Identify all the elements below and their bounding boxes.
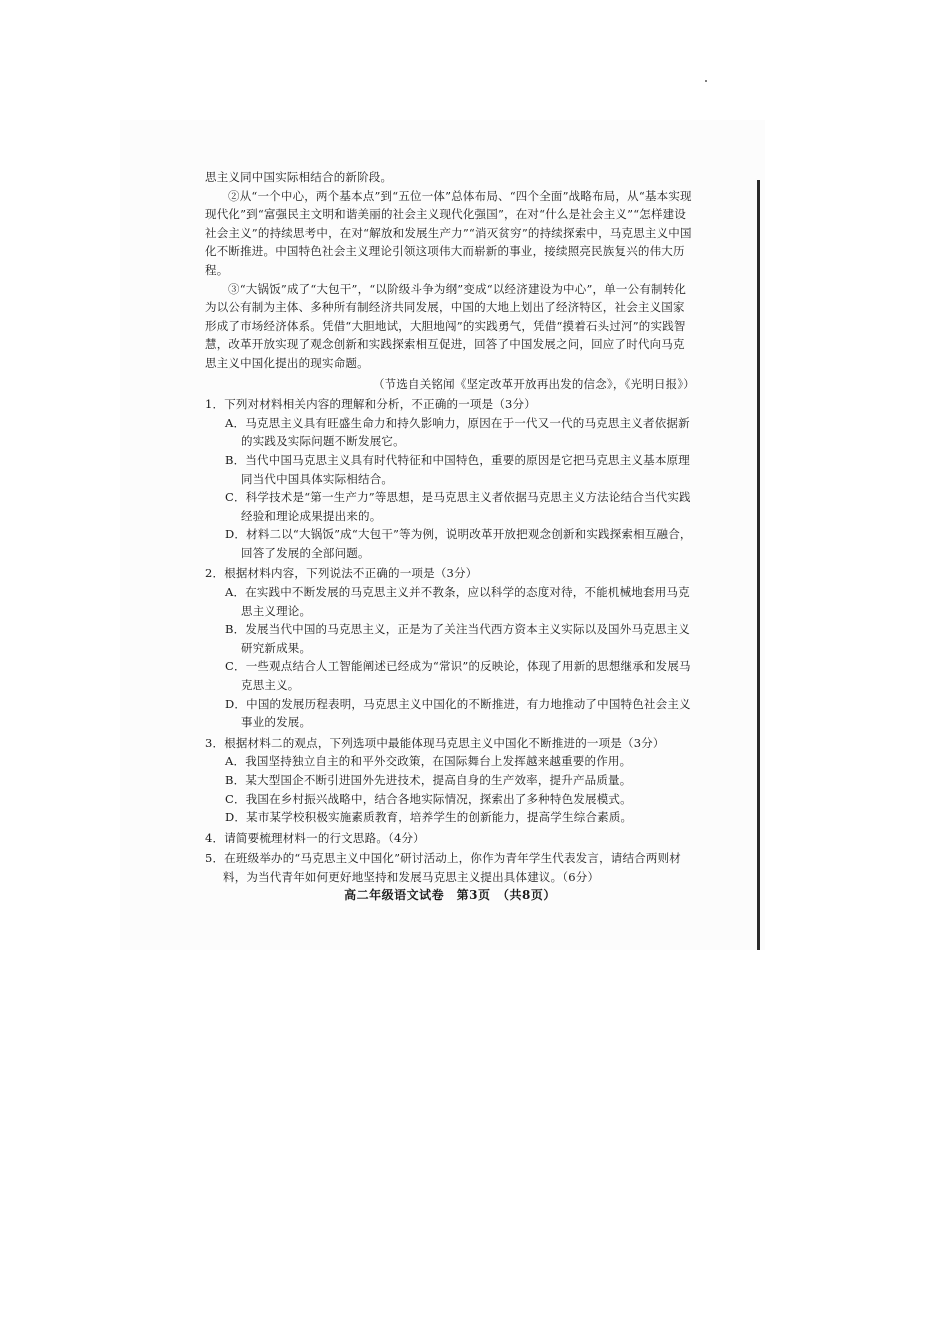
option-b: B．当代中国马克思主义具有时代特征和中国特色，重要的原因是它把马克思主义基本原理同当代中国具体实际相结合。 (225, 452, 690, 486)
question-3 (205, 734, 695, 827)
option-c: C．一些观点结合人工智能阐述已经成为“常识”的反映论，体现了用新的思想继承和发展马克思主义。 (225, 659, 691, 693)
question-stem: 5．在班级举办的“马克思主义中国化”研讨活动上，你作为青年学生代表发言，请结合两则材料，为当代青年如何更好地坚持和发展马克思主义提出具体建议。（6分） (205, 851, 681, 884)
option-a: A．马克思主义具有旺盛生命力和持久影响力，原因在于一代又一代的马克思主义者依据新的实践及实际问题不断发展它。 (225, 415, 690, 449)
scan-speck (705, 80, 707, 82)
option-d: D．某市某学校积极实施素质教育，培养学生的创新能力，提高学生综合素质。 (225, 810, 633, 825)
question-stem: 3．根据材料二的观点，下列选项中最能体现马克思主义中国化不断推进的一项是（3分） (205, 735, 665, 750)
option-d: D．中国的发展历程表明，马克思主义中国化的不断推进，有力地推动了中国特色社会主义事业的发展。 (225, 696, 691, 730)
passage-paragraph: 思主义同中国实际相结合的新阶段。 (205, 170, 393, 184)
option-d: D．材料二以“大锅饭”成“大包干”等为例，说明改革开放把观念创新和实践探索相互融合，回答了发展的全部问题。 (225, 527, 692, 560)
question-5 (205, 849, 695, 886)
question-4 (205, 829, 695, 848)
question-stem: 1．下列对材料相关内容的理解和分析，不正确的一项是（3分） (205, 397, 536, 412)
option-c: C．科学技术是“第一生产力”等思想，是马克思主义者依据马克思主义方法论结合当代实践经验和理论成果提出来的。 (225, 490, 691, 523)
option-b: B．发展当代中国的马克思主义，正是为了关注当代西方资本主义实际以及国外马克思主义研究新成果。 (225, 622, 690, 655)
option-c: C．我国在乡村振兴战略中，结合各地实际情况，探索出了多种特色发展模式。 (225, 791, 632, 806)
passage-paragraph: ③“大锅饭”成了“大包干”，“以阶级斗争为纲”变成“以经济建设为中心”，单一公有制转化为以公有制为主体、多种所有制经济共同发展，中国的大地上划出了经济特区，社会主义国家形成了市场经济体系。凭借“大胆地试，大胆地闯”的实践勇气，凭借“摸着石头过河”的实践智慧，改革开放实现了观念创新和实践探索相互促进，回答了中国发展之问，回应了时代向马克思主义中国化提出的现实命题。 (205, 281, 687, 370)
page-footer: 高二年级语文试卷 第3页 （共8页） (344, 888, 556, 902)
question-1 (205, 395, 695, 562)
question-stem: 2．根据材料内容，下列说法不正确的一项是（3分） (205, 566, 478, 581)
option-a: A．在实践中不断发展的马克思主义并不教条，应以科学的态度对待，不能机械地套用马克思主义理论。 (225, 585, 690, 618)
page-edge-line (757, 180, 760, 950)
question-2 (205, 564, 695, 731)
passage-source: （节选自关铭闻《坚定改革开放再出发的信念》，《光明日报》） (372, 376, 695, 391)
option-b: B．某大型国企不断引进国外先进技术，提高自身的生产效率，提升产品质量。 (225, 773, 632, 787)
question-stem: 4．请简要梳理材料一的行文思路。（4分） (205, 830, 425, 845)
passage-paragraph: ②从“一个中心，两个基本点”到“五位一体”总体布局、“四个全面”战略布局，从“基本实现现代化”到“富强民主文明和谐美丽的社会主义现代化强国”，在对“什么是社会主义”“怎样建设社会主义”的持续思考中，在对“解放和发展生产力”“消灭贫穷”的持续探索中，马克思主义中国化不断推进。中国特色社会主义理论引领这项伟大而崭新的事业，接续照亮民族复兴的伟大历程。 (205, 188, 692, 277)
option-a: A．我国坚持独立自主的和平外交政策，在国际舞台上发挥越来越重要的作用。 (225, 754, 632, 769)
exam-page-content (205, 168, 695, 887)
